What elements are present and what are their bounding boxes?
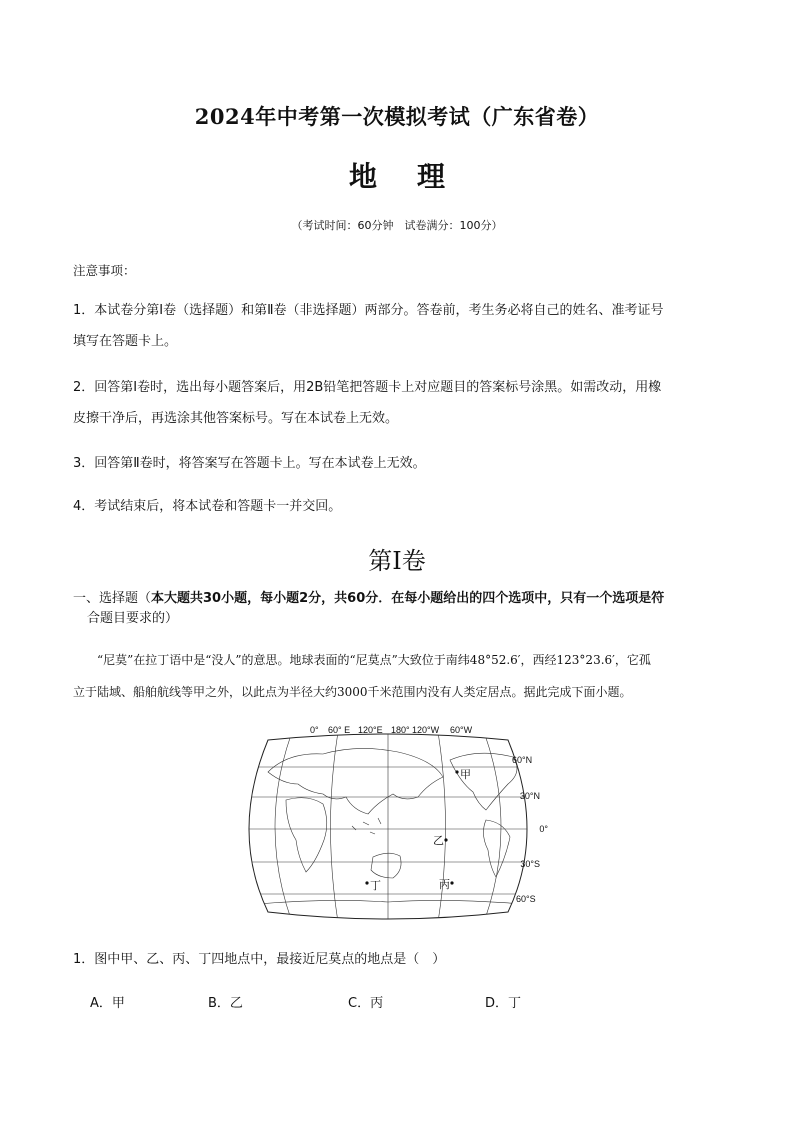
lon-label: 180° [391, 725, 410, 735]
lon-label: 120°E [358, 725, 383, 735]
lat-label: 60°N [512, 755, 533, 765]
subject-title [0, 155, 794, 195]
lon-label: 0° [310, 725, 319, 735]
point-yi-label: 乙 [433, 834, 444, 847]
point-bing-label: 丙 [439, 878, 450, 891]
lat-label: 30°S [520, 859, 540, 869]
lat-label: 30°N [519, 791, 540, 801]
notice-line: 填写在答题卡上。 [73, 334, 178, 349]
point-ding-label: 丁 [370, 879, 381, 892]
point-jia-label: 甲 [460, 768, 471, 781]
lon-label: 120°W [412, 725, 440, 735]
subject-char-1: 地 [348, 160, 377, 193]
passage-line-1: “尼莫”在拉丁语中是“没人”的意思。地球表面的“尼莫点”大致位于南纬48°52.6′，西经123°23.6′，它孤 [97, 653, 651, 667]
notice-title: 注意事项： [73, 263, 136, 278]
notice-item-2 [73, 372, 725, 434]
option-d[interactable]: D．丁 [485, 996, 522, 1011]
notice-item-1 [73, 295, 725, 357]
option-b[interactable]: B．乙 [208, 996, 243, 1011]
part-one-rules: 本大题共30小题，每小题2分，共60分．在每小题给出的四个选项中，只有一个选项是符 [151, 591, 665, 606]
subject-char-2: 理 [417, 160, 446, 193]
lon-label: 60° E [328, 725, 351, 735]
option-a[interactable]: A．甲 [90, 996, 125, 1011]
lon-label: 60°W [450, 725, 473, 735]
question-1: 1．图中甲、乙、丙、丁四地点中，最接近尼莫点的地点是（ ） [73, 952, 446, 967]
notice-line: 4．考试结束后，将本试卷和答题卡一并交回。 [73, 499, 342, 514]
part-one-lead: 一、选择题（ [73, 591, 152, 606]
part-one-cont: 合题目要求的） [87, 611, 179, 626]
notice-line: 1．本试卷分第Ⅰ卷（选择题）和第Ⅱ卷（非选择题）两部分。答卷前，考生务必将自己的姓名、准考证号 [73, 303, 664, 318]
part-one-heading [73, 589, 725, 629]
notice-line: 皮擦干净后，再选涂其他答案标号。写在本试卷上无效。 [73, 411, 399, 426]
exam-info: （考试时间：60分钟 试卷满分：100分） [291, 219, 503, 232]
notice-item-4 [73, 491, 725, 522]
option-c[interactable]: C．丙 [348, 996, 384, 1011]
passage-line-2: 立于陆域、船舶航线等甲之外，以此点为半径大约3000千米范围内没有人类定居点。据此完成下面小题。 [73, 685, 632, 699]
passage [73, 644, 725, 708]
notice-line: 3．回答第Ⅱ卷时，将答案写在答题卡上。写在本试卷上无效。 [73, 456, 426, 471]
lat-label: 60°S [516, 894, 536, 904]
notice-item-3 [73, 448, 725, 479]
section-title: 第Ⅰ卷 [368, 547, 426, 575]
world-map [228, 722, 548, 932]
lat-label: 0° [539, 824, 548, 834]
notice-line: 2．回答第Ⅰ卷时，选出每小题答案后，用2B铅笔把答题卡上对应题目的答案标号涂黑。如需改动，用橡 [73, 380, 662, 395]
exam-title: 2024年中考第一次模拟考试（广东省卷） [194, 104, 600, 129]
